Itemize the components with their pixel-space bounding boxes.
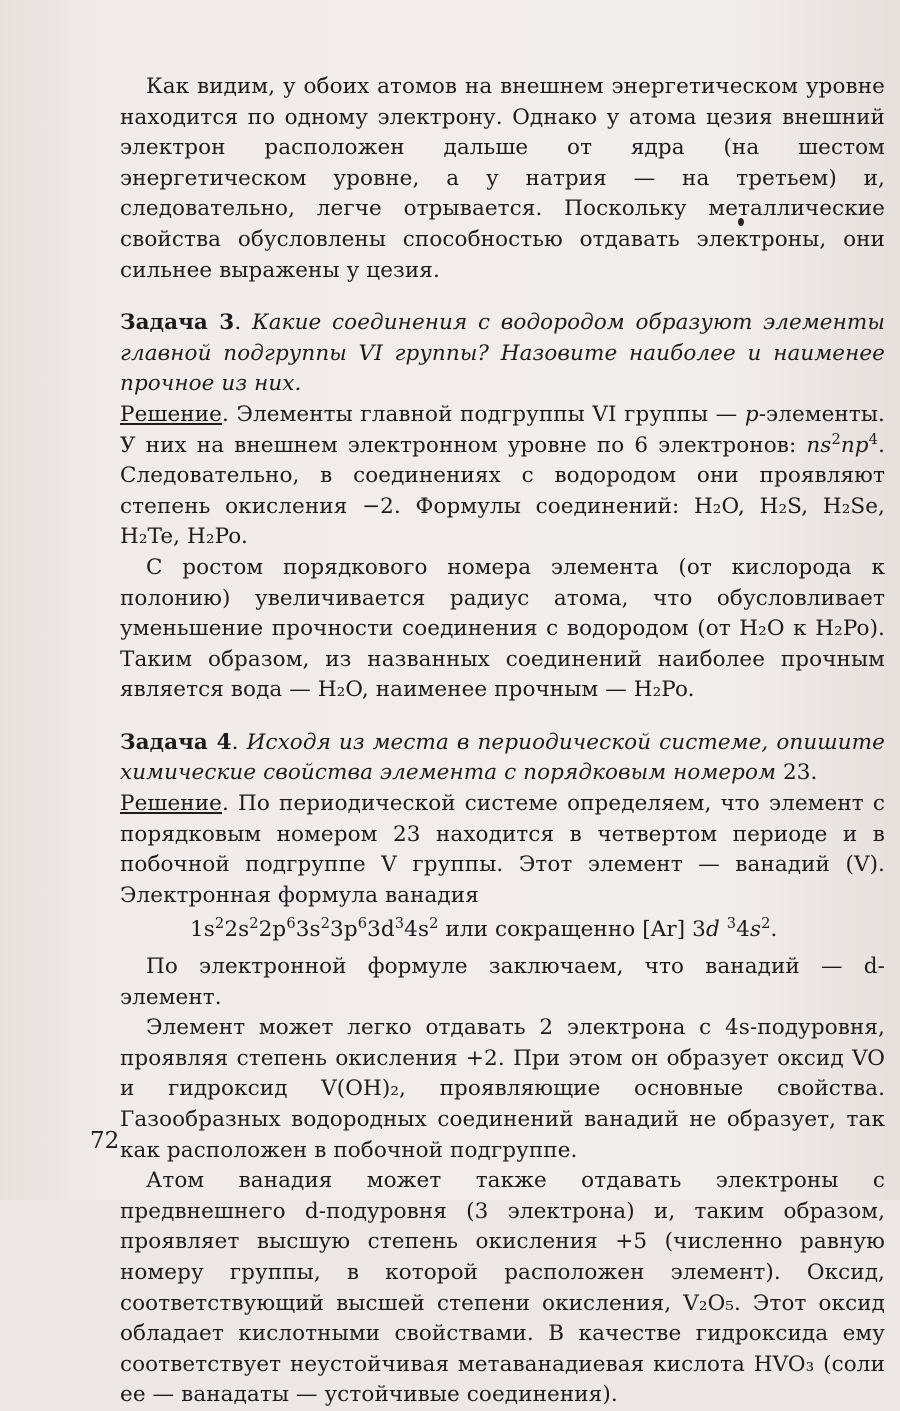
task-4-label: Задача 4: [120, 729, 232, 755]
solution-label: Решение: [120, 401, 222, 427]
page-number: 72: [90, 1128, 120, 1154]
task-3-question: Какие соединения с водородом образуют элементы главной подгруппы VI группы? Назовите наиболее и наименее прочное из них.: [120, 310, 885, 397]
task-4-question: Исходя из места в периодической системе, опишите химические свойства элемента с порядковым номером: [120, 729, 885, 786]
task-4-solution: Решение. По периодической системе определяем, что элемент с порядковым номером 23 находится в четвертом периоде и в побочной подгруппе V группы. Этот элемент — ванадий (V). Электронная формула ванадия: [120, 791, 885, 908]
page-text: [120, 72, 885, 1411]
paragraph-element: Элемент может легко отдавать 2 электрона с 4s-подуровня, проявляя степень окисления +2. При этом он образует оксид VO и гидроксид V(OH)₂, проявляющие основные свойства. Газообразных водородных соединений ванадий не образует, так как расположен в побочной подгруппе.: [120, 1015, 885, 1163]
paragraph-growth: С ростом порядкового номера элемента (от кислорода к полонию) увеличивается радиус атома, что обусловливает уменьшение прочности соединения с водородом (от H₂O к H₂Po). Таким образом, из названных соединений наиболее прочным является вода — H₂O, наименее прочным — H₂Po.: [120, 554, 885, 703]
task-3-label: Задача 3: [120, 310, 235, 336]
task-4: Задача 4. Исходя из места в периодической системе, опишите химические свойства элемента с порядковым номером 23.: [120, 729, 885, 786]
paragraph-intro-text: Как видим, у обоих атомов на внешнем энергетическом уровне находится по одному электрону. Однако у атома цезия внешний электрон расположен дальше от ядра (на шестом энергетическом уровне, а у натрия — на третьем) и, следовательно, легче отрывается. Поскольку металлические свойства обусловлены способностью отдавать электроны, они сильнее выражены у цезия.: [120, 74, 885, 283]
task-3: Задача 3. Какие соединения с водородом образуют элементы главной подгруппы VI группы? Назовите наиболее и наименее прочное из них.: [120, 310, 885, 397]
paragraph-electronic: По электронной формуле заключаем, что ванадий — d-элемент.: [120, 954, 885, 1010]
paragraph-intro: [120, 72, 885, 286]
electron-formula: $1s^22s^22p^63s^23p^63d^34s^2$ или сокращенно [Ar] 3d $^34s^2$.: [190, 915, 778, 943]
task-3-solution: Решение. Элементы главной подгруппы VI группы — p-элементы. У них на внешнем электронном уровне по 6 электронов: $ns^2np^4$. Следовательно, в соединениях с водородом они проявляют степень окисления −2. Формулы соединений: H₂O, H₂S, H₂Se, H₂Te, H₂Po.: [120, 401, 885, 550]
paragraph-atom: Атом ванадия может также отдавать электроны с предвнешнего d-подуровня (3 электрона) и, таким образом, проявляет высшую степень окисления +5 (численно равную номеру группы, в которой расположен элемент). Оксид, соответствующий высшей степени окисления, V₂O₅. Этот оксид обладает кислотными свойствами. В качестве гидроксида ему соответствует неустойчивая метаванадиевая кислота HVO₃ (соли ее — ванадаты — устойчивые соединения).: [120, 1168, 885, 1408]
solution-label-2: Решение: [120, 791, 222, 817]
